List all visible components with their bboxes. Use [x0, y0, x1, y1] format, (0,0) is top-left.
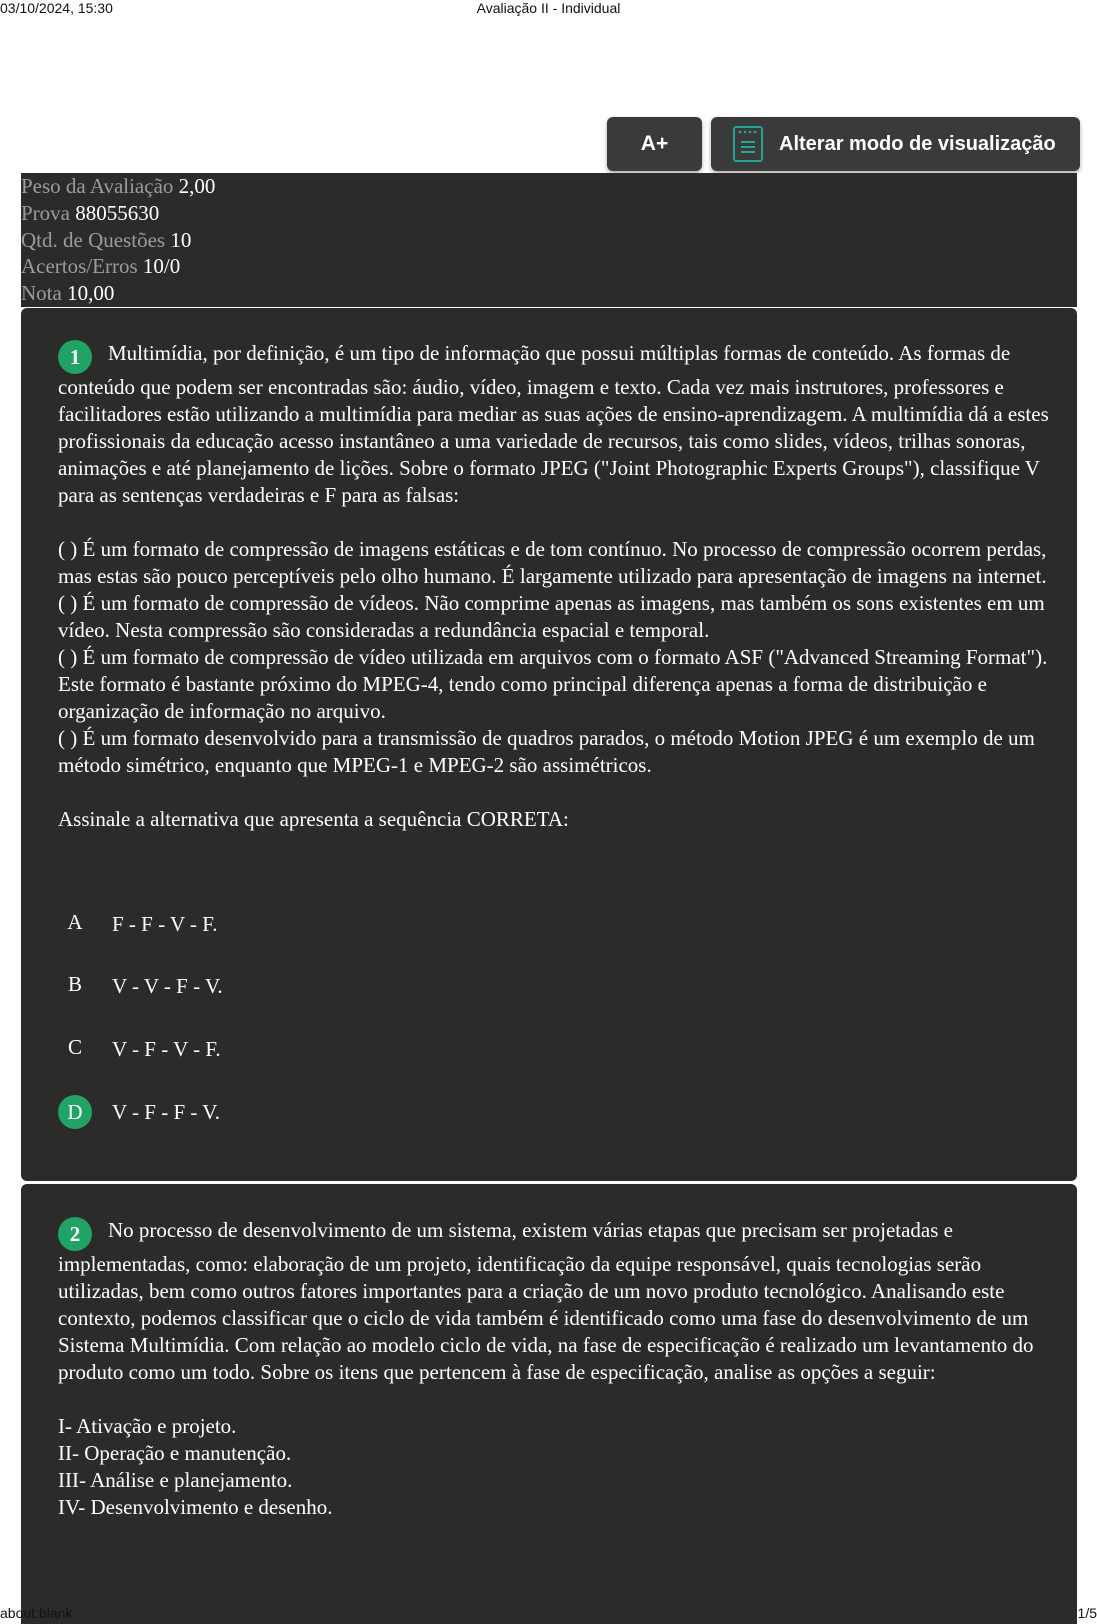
statement: ( ) É um formato de compressão de imagens estáticas e de tom contínuo. No processo de compressão ocorrem perdas, mas estas são pouco perceptíveis pelo olho humano. É largamente utilizado para apresentação de imagens na internet. — [58, 537, 1047, 588]
document-list-icon — [733, 126, 763, 162]
statement: ( ) É um formato desenvolvido para a transmissão de quadros parados, o método Motion JPEG é um exemplo de um método simétrico, enquanto que MPEG-1 e MPEG-2 são assimétricos. — [58, 726, 1035, 777]
statement: ( ) É um formato de compressão de vídeos. Não comprime apenas as imagens, mas também os sons existentes em um vídeo. Nesta compressão são consideradas a redundância espacial e temporal. — [58, 591, 1045, 642]
list-item: II- Operação e manutenção. — [58, 1441, 292, 1465]
print-footer — [0, 1603, 1097, 1621]
summary-questions: Qtd. de Questões 10 — [21, 227, 192, 252]
question-prompt: Assinale a alternativa que apresenta a sequência CORRETA: — [58, 807, 569, 831]
list-item: IV- Desenvolvimento e desenho. — [58, 1495, 333, 1519]
option-text: F - F - V - F. — [112, 911, 218, 936]
option-text: V - V - F - V. — [112, 973, 223, 998]
option-a[interactable] — [58, 907, 218, 941]
question-card-2 — [21, 1184, 1077, 1624]
exam-summary — [21, 173, 1077, 307]
view-mode-button[interactable] — [711, 117, 1080, 171]
list-item: III- Análise e planejamento. — [58, 1468, 293, 1492]
question-card-1 — [21, 308, 1077, 1181]
question-text: 1 Multimídia, por definição, é um tipo de informação que possui múltiplas formas de conteúdo. As formas de conteúdo que podem ser encontradas são: áudio, vídeo, imagem e texto. Cada vez mais instrutores, professores e facilitadores estão utilizando a multimídia para mediar as suas ações de ensino-aprendizagem. A multimídia dá a estes profissionais da educação acesso instantâneo a uma variedade de recursos, tais como slides, vídeos, trilhas sonoras, animações e até planejamento de lições. Sobre o formato JPEG ("Joint Photographic Experts Groups"), classifique V para as sentenças verdadeiras e F para as falsas: ( ) É um formato de compressão de imagens estáticas e de tom contínuo. No processo de compressão ocorrem perdas, mas estas são pouco perceptíveis pelo olho humano. É largamente utilizado para apresentação de imagens na internet. ( ) É um formato de compressão de vídeos. Não comprime apenas as imagens, mas também os sons existentes em um vídeo. Nesta compressão são consideradas a redundância espacial e temporal. ( ) É um formato de compressão de vídeo utilizada em arquivos com o formato ASF ("Advanced Streaming Format"). Este formato é bastante próximo do MPEG-4, tendo como principal diferença apenas a forma de distribuição e organização de informação no arquivo. ( ) É um formato desenvolvido para a transmissão de quadros parados, o método Motion JPEG é um exemplo de um método simétrico, enquanto que MPEG-1 e MPEG-2 são assimétricos. Assinale a alternativa que apresenta a sequência CORRETA: — [58, 340, 1053, 833]
summary-exam: Prova 88055630 — [21, 200, 160, 225]
print-title: Avaliação II - Individual — [476, 0, 621, 16]
option-c[interactable] — [58, 1032, 221, 1066]
option-d-selected[interactable] — [58, 1095, 220, 1129]
print-datetime: 03/10/2024, 15:30 — [0, 0, 113, 16]
print-page-number: 1/5 — [1077, 1605, 1097, 1621]
view-mode-label: Alterar modo de visualização — [779, 132, 1056, 155]
option-text: V - F - V - F. — [112, 1036, 221, 1061]
summary-grade: Nota 10,00 — [21, 281, 115, 306]
print-header — [0, 0, 1097, 18]
option-b[interactable] — [58, 969, 223, 1003]
list-item: I- Ativação e projeto. — [58, 1414, 237, 1438]
print-url: about:blank — [0, 1605, 73, 1621]
option-letter: A — [67, 910, 83, 934]
summary-score: Acertos/Erros 10/0 — [21, 254, 181, 279]
statement: ( ) É um formato de compressão de vídeo utilizada em arquivos com o formato ASF ("Advanced Streaming Format"). Este formato é bastante próximo do MPEG-4, tendo como principal diferença apenas a forma de distribuição e organização de informação no arquivo. — [58, 645, 1048, 723]
option-text: V - F - F - V. — [112, 1099, 220, 1124]
question-number-badge: 1 — [58, 340, 92, 374]
question-number-badge: 2 — [58, 1217, 92, 1251]
option-letter-selected: D — [58, 1095, 92, 1129]
summary-weight: Peso da Avaliação 2,00 — [21, 174, 216, 198]
option-letter: C — [67, 1035, 82, 1059]
font-size-increase-button[interactable]: A+ — [607, 117, 702, 171]
option-letter: B — [67, 972, 82, 996]
question-text: 2 No processo de desenvolvimento de um sistema, existem várias etapas que precisam ser projetadas e implementadas, como: elaboração de um projeto, identificação da equipe responsável, quais tecnologias serão utilizadas, bem como outros fatores importantes para a criação de um novo produto tecnológico. Analisando este contexto, podemos classificar que o ciclo de vida também é identificado como uma fase do desenvolvimento de um Sistema Multimídia. Com relação ao modelo ciclo de vida, na fase de especificação é realizado um levantamento do produto como um todo. Sobre os itens que pertencem à fase de especificação, analise as opções a seguir: I- Ativação e projeto. II- Operação e manutenção. III- Análise e planejamento. IV- Desenvolvimento e desenho. — [58, 1217, 1053, 1521]
